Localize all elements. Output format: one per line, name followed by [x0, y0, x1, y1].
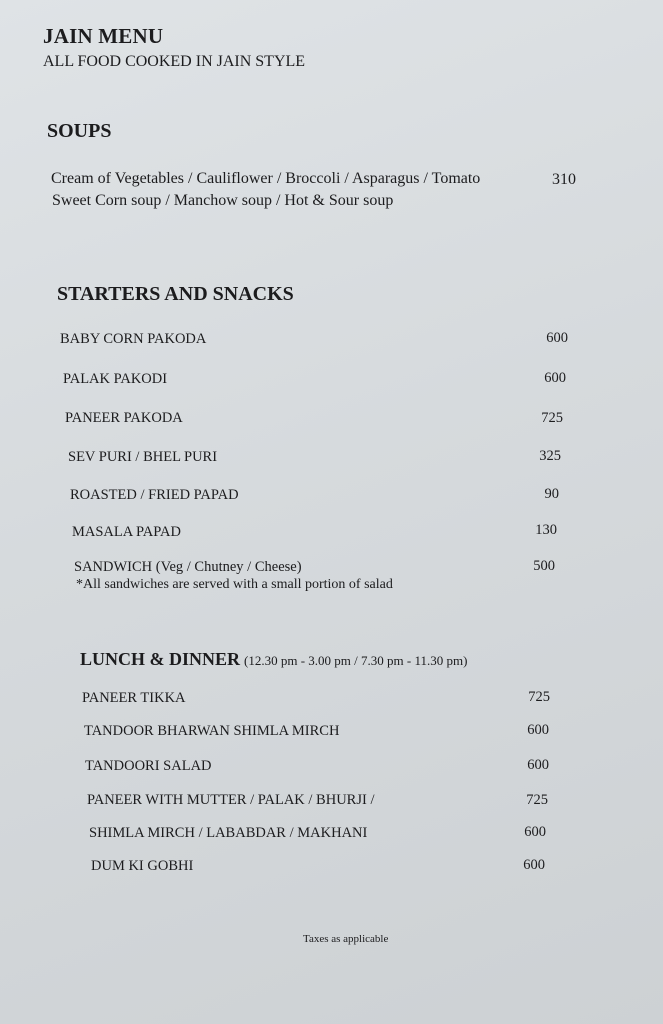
lunch-item-name: TANDOORI SALAD [85, 758, 212, 774]
starter-item-name: PALAK PAKODI [63, 371, 168, 387]
lunch-item-name: PANEER WITH MUTTER / PALAK / BHURJI / [87, 792, 375, 808]
starter-item-price: 325 [539, 448, 561, 464]
menu-title: JAIN MENU [43, 24, 164, 48]
lunch-item-name: TANDOOR BHARWAN SHIMLA MIRCH [84, 723, 340, 739]
soups-heading: SOUPS [47, 120, 112, 142]
starter-item-price: 725 [541, 410, 563, 426]
starter-item-price: 130 [535, 522, 557, 538]
lunch-item-price: 725 [528, 689, 550, 705]
lunch-dinner-heading: LUNCH & DINNER [80, 649, 241, 669]
starter-item-name: SEV PURI / BHEL PURI [68, 449, 218, 465]
lunch-item-price: 600 [527, 757, 549, 773]
lunch-item-price: 600 [523, 857, 545, 873]
sandwich-note: *All sandwiches are served with a small portion of salad [76, 577, 393, 592]
lunch-dinner-timing: (12.30 pm - 3.00 pm / 7.30 pm - 11.30 pm) [244, 653, 468, 668]
lunch-item-name: PANEER TIKKA [82, 690, 186, 706]
starter-item-price: 90 [544, 486, 559, 502]
lunch-dinner-heading-row [80, 649, 467, 670]
starter-item-name: BABY CORN PAKODA [60, 331, 207, 347]
soups-line-2: Sweet Corn soup / Manchow soup / Hot & Sour soup [52, 192, 394, 209]
starter-item-name: PANEER PAKODA [65, 410, 183, 426]
lunch-item-price: 725 [526, 792, 548, 808]
starter-item-name: ROASTED / FRIED PAPAD [70, 487, 239, 503]
soups-price: 310 [552, 171, 576, 188]
lunch-item-name: DUM KI GOBHI [91, 858, 194, 874]
soups-line-1: Cream of Vegetables / Cauliflower / Broccoli / Asparagus / Tomato [51, 170, 481, 187]
taxes-note: Taxes as applicable [303, 933, 389, 945]
lunch-item-price: 600 [527, 722, 549, 738]
lunch-item-price: 600 [524, 824, 546, 840]
starters-heading: STARTERS AND SNACKS [57, 283, 294, 305]
starter-item-name: MASALA PAPAD [72, 524, 181, 540]
starter-item-price: 600 [546, 330, 568, 346]
lunch-item-name: SHIMLA MIRCH / LABABDAR / MAKHANI [89, 825, 368, 841]
starter-item-price: 600 [544, 370, 566, 386]
starter-item-name: SANDWICH (Veg / Chutney / Cheese) [74, 559, 302, 575]
menu-subtitle: ALL FOOD COOKED IN JAIN STYLE [43, 53, 306, 70]
starter-item-price: 500 [533, 558, 555, 574]
